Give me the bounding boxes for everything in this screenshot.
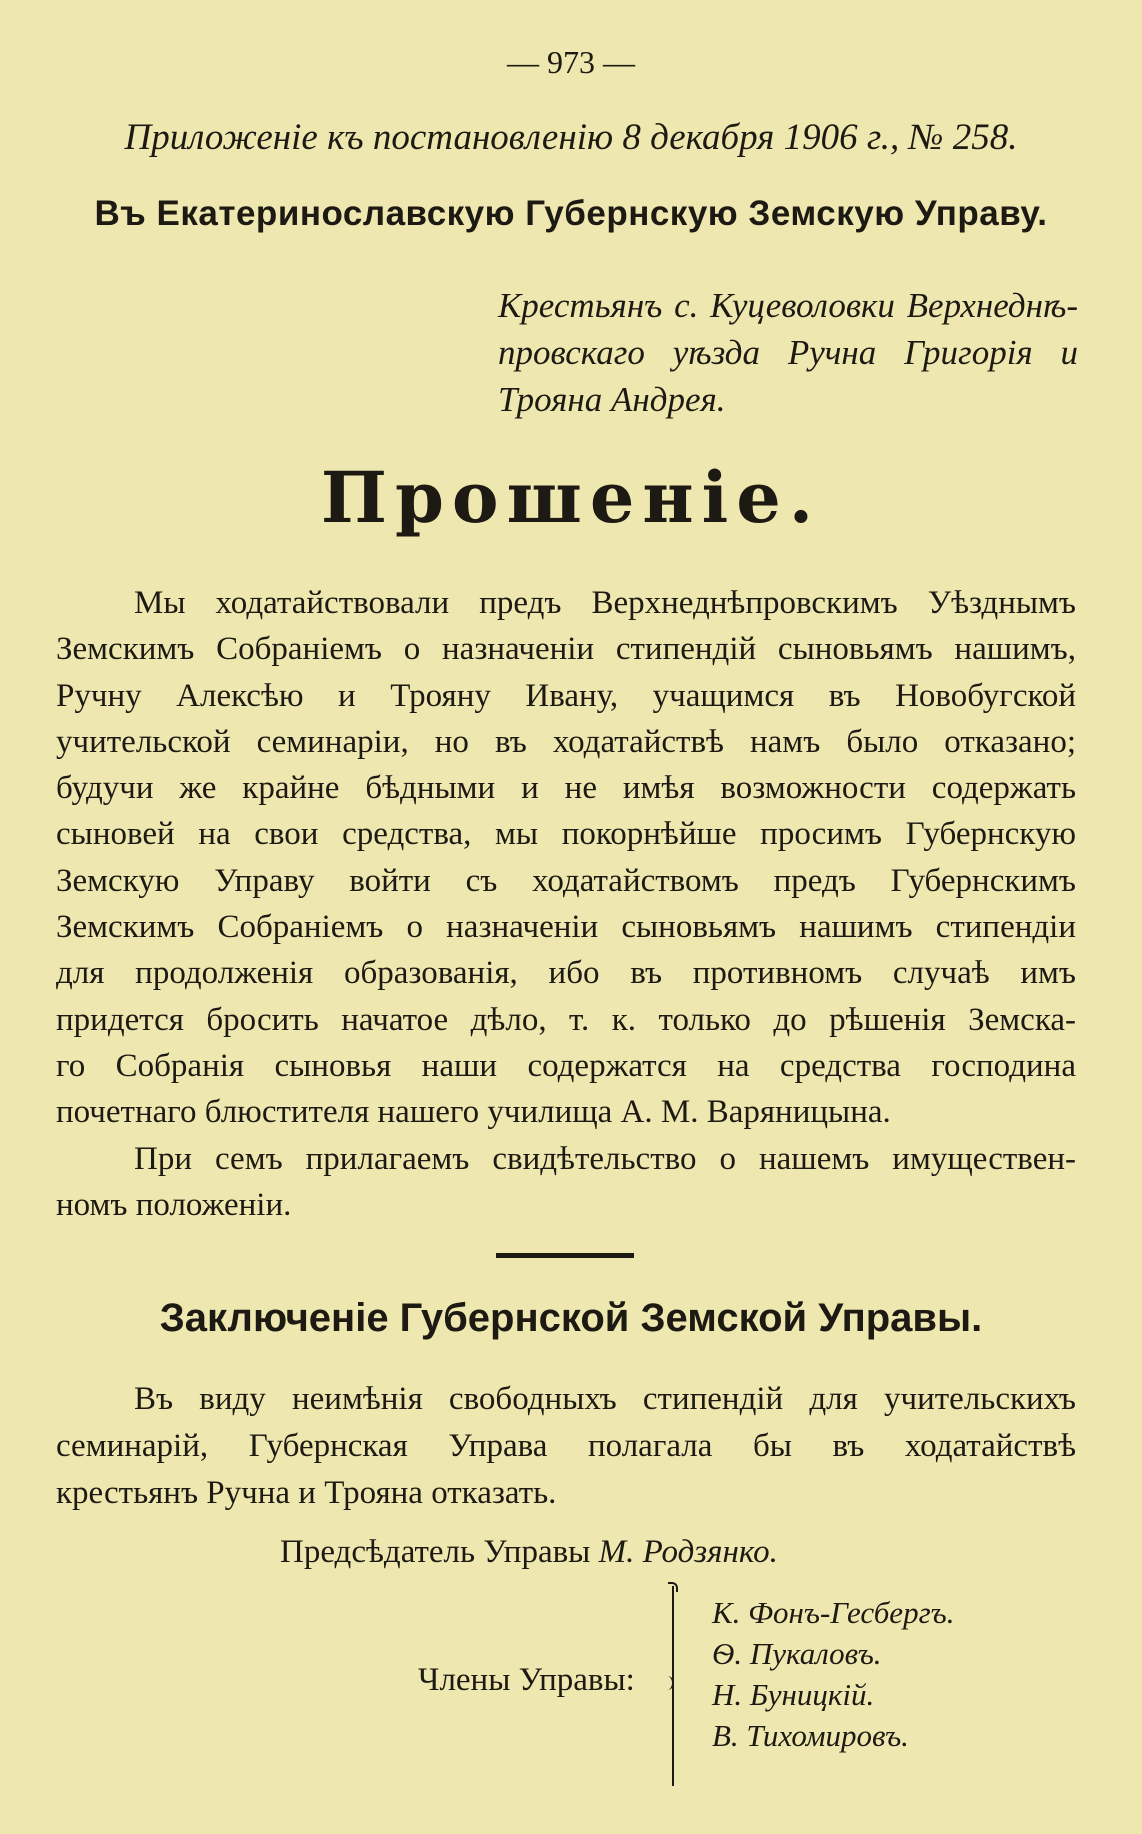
sender-line: провскаго уѣзда Ручна Григорія и	[498, 333, 1078, 372]
text-line: номъ положеніи.	[56, 1186, 292, 1223]
petition-title: Прошеніе.	[320, 456, 822, 539]
text-line: Земскимъ Собраніемъ о назначеніи сыновьямъ нашимъ стипендіи	[56, 909, 1076, 946]
text-line: го Собранія сыновья наши содержатся на средства господина	[56, 1047, 1076, 1084]
members-label: Члены Управы:	[418, 1662, 635, 1698]
member-signature: Н. Буницкій.	[712, 1677, 875, 1712]
text-line: почетнаго блюстителя нашего училища А. М. Варяницына.	[56, 1094, 891, 1131]
text-line: крестьянъ Ручна и Трояна отказать.	[56, 1475, 557, 1511]
text-line: Мы ходатайствовали предъ Верхнеднѣпровскимъ Уѣзднымъ	[134, 585, 1076, 621]
text-line: придется бросить начатое дѣло, т. к. только до рѣшенія Земска-	[56, 1001, 1076, 1038]
text-line: Земскимъ Собраніемъ о назначеніи стипендій сыновьямъ нашимъ,	[56, 631, 1076, 668]
brace-top	[668, 1582, 678, 1592]
text-line: будучи же крайне бѣдными и не имѣя возможности содержать	[56, 770, 1076, 807]
text-line: сыновей на свои средства, мы покорнѣйше просимъ Губернскую	[56, 816, 1076, 853]
chairman-signature	[280, 1534, 778, 1571]
page-number: — 973 —	[507, 44, 635, 80]
sender-line: Крестьянъ с. Куцеволовки Верхнеднѣ-	[498, 286, 1078, 325]
sender-block	[498, 282, 1078, 423]
text-line: Земскую Управу войти съ ходатайствомъ предъ Губернскимъ	[56, 862, 1076, 899]
chairman-label: Предсѣдатель Управы	[280, 1534, 591, 1570]
appendix-header: Приложеніе къ постановленію 8 декабря 1906 г., № 258.	[124, 117, 1018, 158]
text-line: для продолженія образованія, ибо въ противномъ случаѣ имъ	[56, 955, 1076, 992]
text-line: Ручну Алексѣю и Трояну Ивану, учащимся въ Новобугской	[56, 677, 1076, 714]
member-signature: В. Тихомировъ.	[712, 1718, 909, 1753]
conclusion-title: Заключеніе Губернской Земской Управы.	[159, 1296, 983, 1340]
member-signature: Ѳ. Пукаловъ.	[712, 1636, 882, 1671]
address-line: Въ Екатеринославскую Губернскую Земскую Управу.	[94, 194, 1048, 233]
members-brace	[672, 1586, 684, 1786]
text-line: При семъ прилагаемъ свидѣтельство о нашемъ имуществен-	[134, 1140, 1076, 1177]
text-line: учительской семинаріи, но въ ходатайствѣ намъ было отказано;	[56, 723, 1076, 760]
member-signature: К. Фонъ-Гесбергъ.	[712, 1595, 955, 1630]
sender-line: Трояна Андрея.	[498, 380, 726, 419]
text-line: Въ виду неимѣнія свободныхъ стипендій для учительскихъ	[134, 1381, 1076, 1417]
members-list	[712, 1592, 955, 1756]
petition-body	[56, 580, 1076, 1228]
text-line: семинарій, Губернская Управа полагала бы въ ходатайствѣ	[56, 1428, 1076, 1464]
chairman-name: М. Родзянко.	[598, 1534, 778, 1570]
section-divider	[496, 1253, 634, 1258]
conclusion-body	[56, 1376, 1076, 1517]
